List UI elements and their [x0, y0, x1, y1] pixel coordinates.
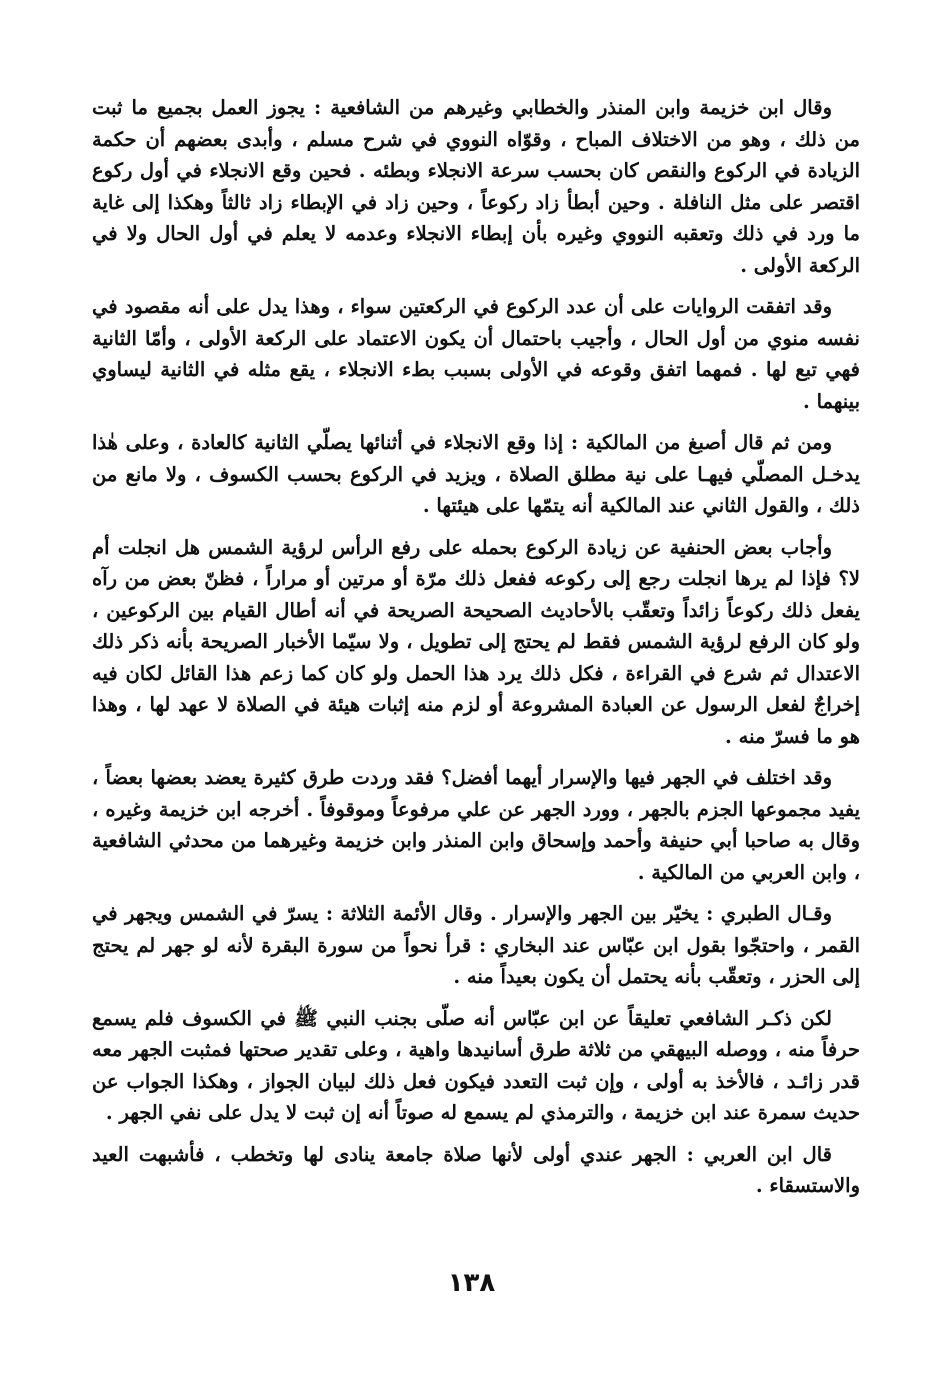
paragraph-6: وقـال الطبري : يخيّر بين الجهر والإسرار . وقال الأئمة الثلاثة : يسرّ في الشمس ويجهر في القمر ، واحتجّوا بقول ابن عبّاس عند البخاري : قرأ نحواً من سورة البقرة لأنه لو جهر لم يحتج إلى الحزر ، وتعقّب بأنه يحتمل أن يكون بعيداً منه . — [92, 902, 860, 988]
paragraph-3: ومن ثم قال أصبغ من المالكية : إذا وقع الانجلاء في أثنائها يصلّي الثانية كالعادة ، وعلى هٰذا يدخـل المصلّي فيهـا على نية مطلق الصلاة ، ويزيد في الركوع بحسب الكسوف ، ولا مانع من ذلك ، والقول الثاني عند المالكية أنه يتمّها على هيئتها . — [92, 431, 860, 517]
paragraph-4: وأجاب بعض الحنفية عن زيادة الركوع بحمله على رفع الرأس لرؤية الشمس هل انجلت أم لا؟ فإذا لم يرها انجلت رجع إلى ركوعه ففعل ذلك مرّة أو مرتين أو مراراً ، فظنّ بعض من رآه يفعل ذلك ركوعاً زائداً وتعقّب بالأحاديث الصحيحة الصريحة في أنه أطال القيام بين الركوعين ، ولو كان الرفع لرؤية الشمس فقط لم يحتج إلى تطويل ، ولا سيّما الأخبار الصريحة بأنه ذكر ذلك الاعتدال ثم شرع في القراءة ، فكل ذلك يرد هذا الحمل ولو كان كما زعم هذا القائل لكان فيه إخراجٌ لفعل الرسول عن العبادة المشروعة أو لزم منه إثبات هيئة في الصلاة لا عهد لها ، وهذا هو ما فسرّ منه . — [92, 535, 860, 748]
page-body — [92, 92, 860, 1212]
page-number: ١٣٨ — [447, 1268, 496, 1298]
paragraph-2: وقد اتفقت الروايات على أن عدد الركوع في الركعتين سواء ، وهذا يدل على أنه مقصود في نفسه منوي من أول الحال ، وأجيب باحتمال أن يكون الاعتماد على الركعة الأولى ، وأمّا الثانية فهي تبع لها . فمهما اتفق وقوعه في الأولى بسبب بطء الانجلاء ، يقع مثله في الثانية ليساوي بينهما . — [92, 295, 860, 413]
paragraph-1: وقال ابن خزيمة وابن المنذر والخطابي وغيرهم من الشافعية : يجوز العمل بجميع ما ثبت من ذلك ، وهو من الاختلاف المباح ، وقوّاه النووي في شرح مسلم ، وأبدى بعضهم أن حكمة الزيادة في الركوع والنقص كان بحسب سرعة الانجلاء وبطئه . فحين وقع الانجلاء في أول ركوع اقتصر على مثل النافلة . وحين أبطأ زاد ركوعاً ، وحين زاد في الإبطاء زاد ثالثاً وهكذا إلى غاية ما ورد في ذلك وتعقبه النووي وغيره بأن إبطاء الانجلاء وعدمه لا يعلم في أول الحال ولا في الركعة الأولى . — [92, 96, 860, 277]
paragraph-7: لكن ذكـر الشافعي تعليقاً عن ابن عبّاس أنه صلّى بجنب النبي ﷺ في الكسوف فلم يسمع حرفاً منه ، ووصله البيهقي من ثلاثة طرق أسانيدها واهية ، وعلى تقدير صحتها فمثبت الجهر معه قدر زائـد ، فالأخذ به أولى ، وإن ثبت التعدد فيكون فعل ذلك لبيان الجواز ، وهكذا الجواب عن حديث سمرة عند ابن خزيمة ، والترمذي لم يسمع له صوتاً أنه إن ثبت لا يدل على نفي الجهر . — [92, 1006, 860, 1124]
paragraph-5: وقد اختلف في الجهر فيها والإسرار أيهما أفضل؟ فقد وردت طرق كثيرة يعضد بعضها بعضاً ، يفيد مجموعها الجزم بالجهر ، وورد الجهر عن علي مرفوعاً وموقوفاً . أخرجه ابن خزيمة وغيره ، وقال به صاحبا أبي حنيفة وأحمد وإسحاق وابن المنذر وابن خزيمة وغيرهما من محدثي الشافعية ، وابن العربي من المالكية . — [92, 766, 860, 884]
paragraph-8: قال ابن العربي : الجهر عندي أولى لأنها صلاة جامعة ينادى لها وتخطب ، فأشبهت العيد والاستسقاء . — [92, 1142, 860, 1197]
